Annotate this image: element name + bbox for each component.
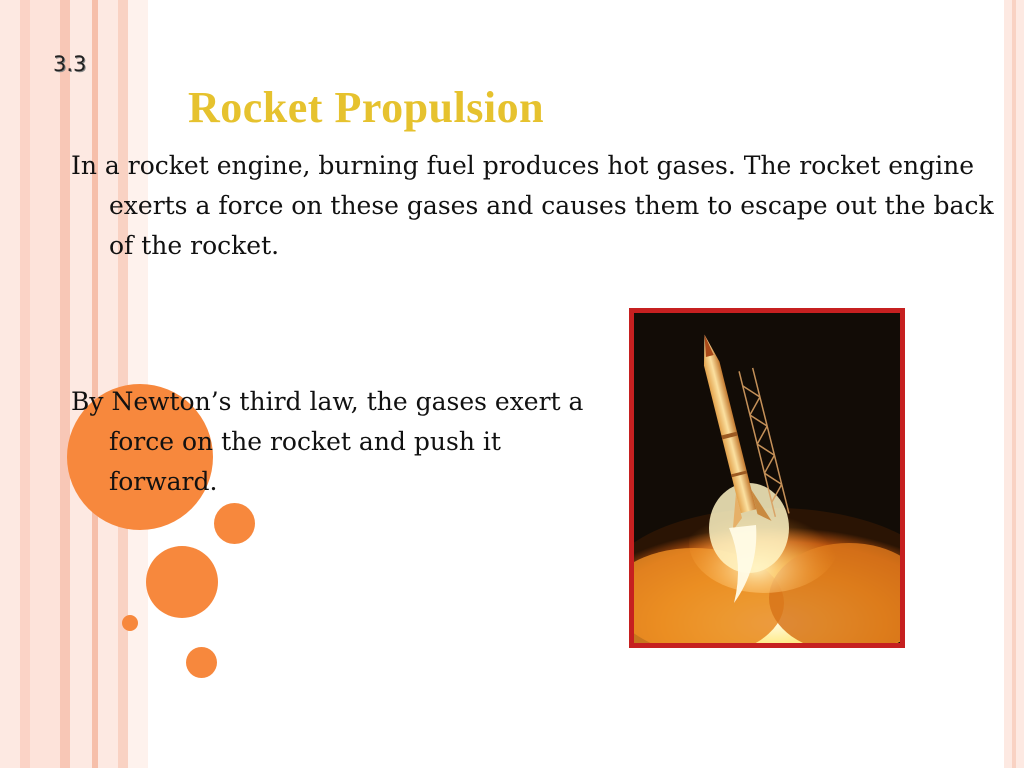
decorative-circle-small <box>214 503 255 544</box>
decorative-circle-tiny <box>122 615 138 631</box>
rocket-launch-illustration <box>634 313 900 643</box>
slide-title: Rocket Propulsion <box>188 83 545 132</box>
decorative-circle-small <box>186 647 217 678</box>
body-paragraph-rocket-engine: In a rocket engine, burning fuel produces hot gases. The rocket engine exerts a force on these gases and causes them to escape out the back of the rocket. <box>71 151 994 260</box>
body-paragraph-newtons-third-law: By Newton’s third law, the gases exert a force on the rocket and push it forward. <box>71 387 584 496</box>
rocket-launch-photo <box>629 308 905 648</box>
slide-number: 3.3 <box>53 52 87 76</box>
decorative-circle-medium <box>146 546 218 618</box>
decorative-right-border <box>1004 0 1024 768</box>
